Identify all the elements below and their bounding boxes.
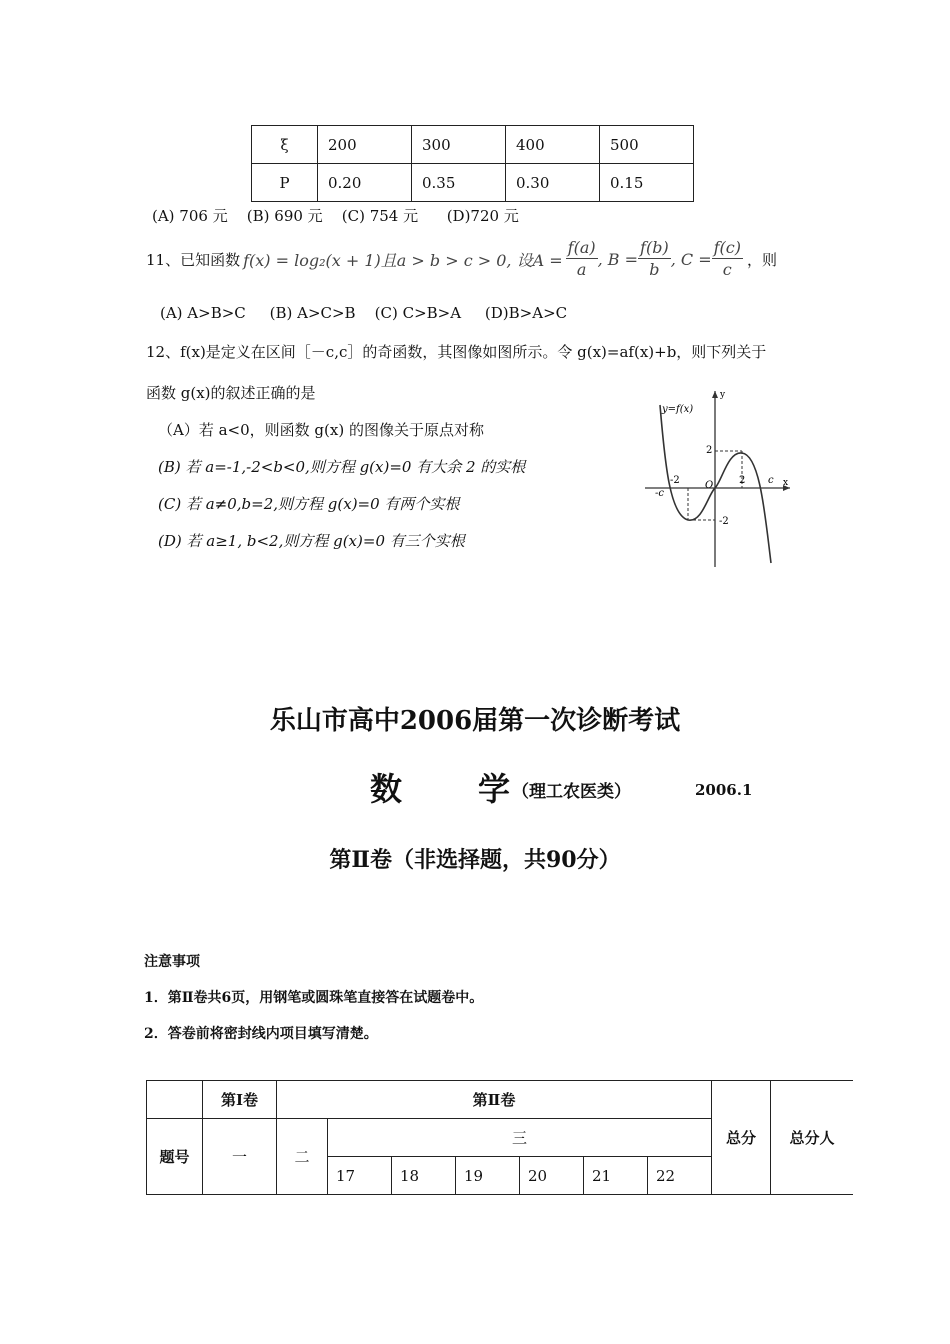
subject-char-2: 学 [478, 770, 511, 808]
table-cell: 22 [648, 1157, 712, 1195]
table-cell: 500 [600, 126, 694, 164]
table-cell: 21 [584, 1157, 648, 1195]
q10-options: (A) 706 元 (B) 690 元 (C) 754 元 (D)720 元 [152, 207, 519, 225]
origin-label: O [705, 480, 714, 491]
table-cell: 第Ⅱ卷 [277, 1081, 712, 1119]
table-cell: 300 [412, 126, 506, 164]
x-tick-label: -2 [670, 475, 680, 486]
x-tick-label: -c [655, 488, 664, 499]
notes-heading: 注意事项 [144, 954, 200, 970]
q11-options: (A) A>B>C (B) A>C>B (C) C>B>A (D)B>A>C [160, 304, 568, 322]
x-axis-label: x [783, 478, 789, 488]
table-cell: 一 [203, 1119, 277, 1195]
q11-number: 11、已知函数 [146, 251, 241, 269]
notes-item: 2．答卷前将密封线内项目填写清楚。 [144, 1026, 378, 1042]
exam-title: 乐山市高中2006届第一次诊断考试 [269, 706, 681, 736]
notes-item: 1．第Ⅱ卷共6页，用钢笔或圆珠笔直接答在试题卷中。 [144, 990, 484, 1006]
table-cell: 0.15 [600, 164, 694, 202]
table-cell: 20 [520, 1157, 584, 1195]
exam-date: 2006.1 [695, 781, 753, 799]
function-graph [640, 385, 800, 575]
q11-formula: f(x) = log₂(x + 1)且a > b > c > 0, 设A = [243, 251, 563, 270]
q11-b-label: , B = [597, 250, 639, 269]
fraction-denominator: a [576, 260, 587, 279]
table-cell: 总分 [712, 1081, 771, 1195]
table-cell: 17 [328, 1157, 392, 1195]
fraction-denominator: b [649, 260, 660, 279]
table-row [147, 1081, 854, 1119]
part-title: 第Ⅱ卷（非选择题，共90分） [329, 847, 621, 873]
q12-option-d: (D) 若 a≥1, b<2,则方程 g(x)=0 有三个实根 [158, 532, 465, 550]
fraction-a [566, 238, 598, 281]
table-cell: P [252, 164, 318, 202]
table-cell: 200 [318, 126, 412, 164]
table-cell: 18 [392, 1157, 456, 1195]
table-cell: 19 [456, 1157, 520, 1195]
y-tick-label: 2 [706, 445, 713, 456]
score-table [146, 1080, 853, 1195]
q11-tail: ，则 [746, 251, 777, 269]
fraction-b [638, 238, 671, 281]
table-cell: 三 [328, 1119, 712, 1157]
table-cell: 0.30 [506, 164, 600, 202]
fraction-numerator: f(a) [567, 238, 596, 257]
q11-c-label: , C = [670, 250, 712, 269]
table-cell: 题号 [147, 1119, 203, 1195]
table-cell: 0.35 [412, 164, 506, 202]
q12-option-a: （A）若 a<0，则函数 g(x) 的图像关于原点对称 [158, 421, 484, 439]
y-axis-label: y [720, 390, 726, 400]
fraction-denominator: c [722, 260, 732, 279]
subject-char-1: 数 [370, 770, 403, 808]
x-tick-label: c [768, 475, 774, 486]
table-cell: 总分人 [771, 1081, 854, 1195]
q12-line2: 函数 g(x)的叙述正确的是 [146, 384, 316, 402]
q12-option-b: (B) 若 a=-1,-2<b<0,则方程 g(x)=0 有大余 2 的实根 [158, 458, 526, 476]
fraction-numerator: f(c) [713, 238, 741, 257]
fraction-numerator: f(b) [640, 238, 669, 257]
q12-line1: 12、f(x)是定义在区间［－c,c］的奇函数，其图像如图所示。令 g(x)=af(x)+b，则下列关于 [146, 343, 767, 361]
y-axis-arrow-icon [712, 391, 718, 398]
x-tick-label: 2 [739, 475, 746, 486]
table-cell: ξ [252, 126, 318, 164]
q12-option-c: (C) 若 a≠0,b=2,则方程 g(x)=0 有两个实根 [158, 495, 460, 513]
y-tick-label: -2 [719, 516, 729, 527]
table-cell: 400 [506, 126, 600, 164]
fraction-c [712, 238, 743, 281]
function-label: y=f(x) [662, 404, 694, 415]
subject-category: （理工农医类） [512, 782, 631, 802]
table-cell [147, 1081, 203, 1119]
table-cell: 二 [277, 1119, 328, 1195]
table-cell: 第Ⅰ卷 [203, 1081, 277, 1119]
table-row [252, 164, 694, 202]
table-cell: 0.20 [318, 164, 412, 202]
distribution-table [251, 125, 694, 202]
table-row [252, 126, 694, 164]
q11-stem [146, 238, 777, 281]
